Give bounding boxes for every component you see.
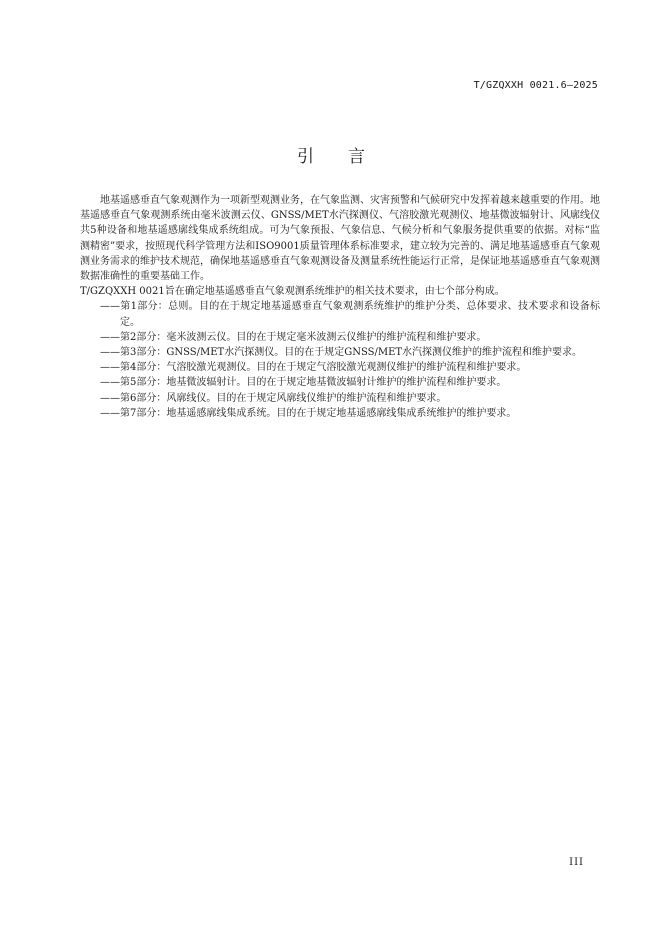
list-item: ——第6部分：风廓线仪。目的在于规定风廓线仪维护的维护流程和维护要求。 xyxy=(100,392,447,404)
parts-list xyxy=(80,299,600,421)
list-item: ——第4部分：气溶胶激光观测仪。目的在于规定气溶胶激光观测仪维护的维护流程和维护要求。 xyxy=(100,362,527,374)
intro-paragraph: T/GZQXXH 0021旨在确定地基遥感垂直气象观测系统维护的相关技术要求，由七个部分构成。 xyxy=(80,286,505,298)
list-item: ——第7部分：地基遥感廓线集成系统。目的在于规定地基遥感廓线集成系统维护的维护要求。 xyxy=(100,407,517,419)
intro-section xyxy=(80,193,600,299)
document-code: T/GZQXXH 0021.6—2025 xyxy=(473,80,598,91)
page-title: 引言 xyxy=(297,147,399,167)
list-item: ——第5部分：地基微波辐射计。目的在于规定地基微波辐射计维护的维护流程和维护要求。 xyxy=(100,377,507,389)
list-item: ——第3部分：GNSS/MET水汽探测仪。目的在于规定GNSS/MET水汽探测仪维护的维护流程和维护要求。 xyxy=(100,347,583,359)
list-item: ——第1部分：总则。目的在于规定地基遥感垂直气象观测系统维护的维护分类、总体要求、技术要求和设备标定。 xyxy=(100,301,600,328)
document-body xyxy=(80,193,600,421)
page-number: III xyxy=(569,857,584,868)
intro-paragraph: 地基遥感垂直气象观测作为一项新型观测业务，在气象监测、灾害预警和气候研究中发挥着越来越重要的作用。地基遥感垂直气象观测系统由毫米波测云仪、GNSS/MET水汽探测仪、气溶胶激光观测仪、地基微波辐射计、风廓线仪共5种设备和地基遥感廓线集成系统组成。可为气象预报、气象信息、气候分析和气象服务提供重要的依据。对标“监测精密”要求，按照现代科学管理方法和ISO9001质量管理体系标准要求，建立较为完善的、满足地基遥感垂直气象观测业务需求的维护技术规范，确保地基遥感垂直气象观测设备及测量系统性能运行正常，是保证地基遥感垂直气象观测数据准确性的重要基础工作。 xyxy=(80,195,600,283)
list-item: ——第2部分：毫米波测云仪。目的在于规定毫米波测云仪维护的维护流程和维护要求。 xyxy=(100,331,487,343)
